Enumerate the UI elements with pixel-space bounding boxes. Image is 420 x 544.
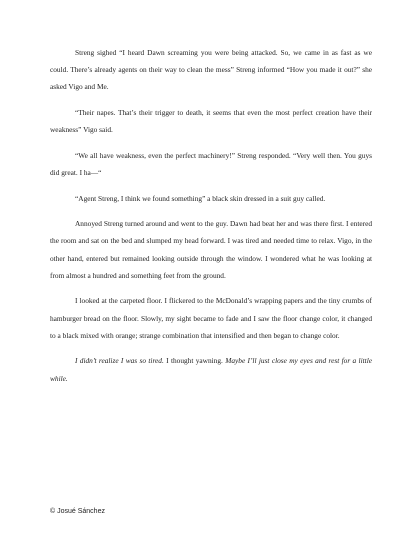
paragraph-4: “Agent Streng, I think we found something” a black skin dressed in a suit guy called. bbox=[75, 193, 326, 203]
paragraph-6: I looked at the carpeted floor. I flickered to the McDonald’s wrapping papers and the tiny crumbs of hamburger bread on the floor. Slowly, my sight became to fade and I saw the floor change color, it changed to a black mixed with orange; strange combination that intensified and then began to change color. bbox=[50, 296, 372, 340]
copyright-footer: © Josué Sánchez bbox=[50, 508, 105, 515]
paragraph-2: “Their napes. That’s their trigger to death, it seems that even the most perfect creation have their weakness” Vigo said. bbox=[50, 108, 372, 135]
narration-text: I thought yawning. bbox=[163, 356, 226, 366]
paragraph-5: Annoyed Streng turned around and went to the guy. Dawn had beat her and was there first. I entered the room and sat on the bed and slumped my head forward. I was tired and needed time to relax. Vigo, in the other hand, entered but remained looking outside through the window. I wondered what he was looking at from almost a hundred and something feet from the ground. bbox=[50, 219, 372, 280]
paragraph-7 bbox=[50, 352, 372, 386]
paragraph-3: “We all have weakness, even the perfect machinery!” Streng responded. “Very well then. You guys did great. I ha—“ bbox=[50, 150, 372, 177]
inner-thought-2: Maybe I’ll just close my eyes and rest for a little while. bbox=[50, 356, 372, 383]
paragraph-1: Streng sighed “I heard Dawn screaming you were being attacked. So, we came in as fast as we could. There’s already agents on their way to clean the mess” Streng informed “How you made it out?” she asked Vigo and Me. bbox=[50, 48, 372, 92]
inner-thought-1: I didn’t realize I was so tired. bbox=[75, 356, 164, 366]
story-text bbox=[50, 44, 372, 395]
